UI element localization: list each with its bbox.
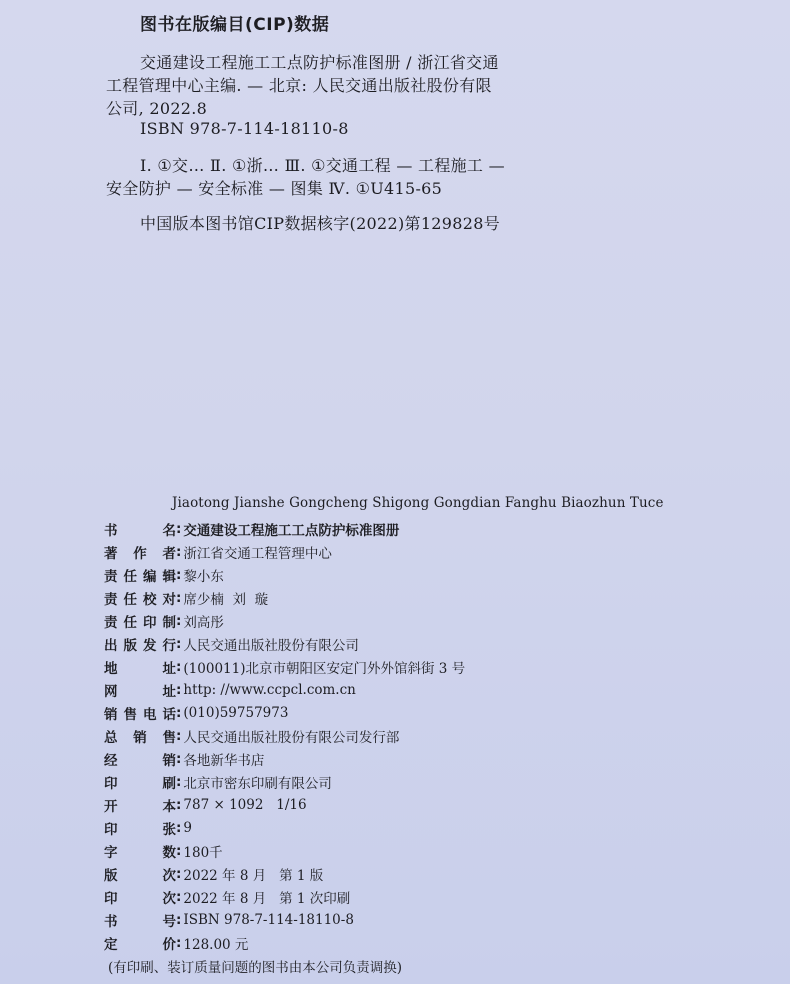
- imprint-row-publisher: 出版发行 : 人民交通出版社股份有限公司: [104, 635, 359, 654]
- imprint-row-sheets: 印张 : 9: [104, 819, 192, 838]
- pinyin-title: Jiaotong Jianshe Gongcheng Shigong Gongdian Fanghu Biaozhun Tuce: [172, 495, 664, 511]
- imprint-value: (010)59757973: [183, 704, 289, 721]
- imprint-row-impression: 印次 : 2022 年 8 月 第 1 次印刷: [104, 888, 351, 907]
- imprint-value: http: //www.ccpcl.com.cn: [183, 681, 356, 698]
- imprint-value: 9: [183, 819, 192, 836]
- imprint-value: 787 × 1092 1/16: [183, 796, 307, 813]
- cip-line-3: 公司, 2022.8: [106, 99, 208, 118]
- imprint-value: 北京市密东印刷有限公司: [183, 775, 332, 792]
- imprint-label: 责任印制: [104, 614, 176, 631]
- imprint-label: 印张: [104, 821, 176, 838]
- cip-isbn-line: ISBN 978-7-114-18110-8: [140, 119, 349, 138]
- cip-title: 图书在版编目(CIP)数据: [140, 15, 330, 35]
- imprint-note-row: [104, 954, 704, 977]
- imprint-row-edition: 版次 : 2022 年 8 月 第 1 版: [104, 865, 324, 884]
- imprint-label: 版次: [104, 867, 176, 884]
- imprint-label: 书名: [104, 522, 176, 539]
- imprint-value: 交通建设工程施工工点防护标准图册: [183, 522, 400, 539]
- imprint-value: 128.00 元: [183, 936, 249, 953]
- imprint-label: 出版发行: [104, 637, 176, 654]
- imprint-value: 2022 年 8 月 第 1 版: [183, 867, 324, 884]
- imprint-label: 字数: [104, 844, 176, 861]
- imprint-row-distributor: 经销 : 各地新华书店: [104, 750, 265, 769]
- imprint-label: 网址: [104, 683, 176, 700]
- imprint-row-isbn: 书号 : ISBN 978-7-114-18110-8: [104, 911, 354, 930]
- imprint-label: 责任校对: [104, 591, 176, 608]
- imprint-row-printing-supervisor: 责任印制 : 刘高彤: [104, 612, 224, 631]
- imprint-value: 黎小东: [183, 568, 224, 585]
- imprint-value: 浙江省交通工程管理中心: [183, 545, 332, 562]
- imprint-value: 席少楠 刘 璇: [183, 591, 269, 608]
- cip-line-1: 交通建设工程施工工点防护标准图册 / 浙江省交通: [140, 53, 499, 72]
- imprint-row-general-sales: 总销售 : 人民交通出版社股份有限公司发行部: [104, 727, 400, 746]
- imprint-row-proofreader: 责任校对 : 席少楠 刘 璇: [104, 589, 269, 608]
- imprint-row-sales-phone: 销售电话 : (010)59757973: [104, 704, 289, 723]
- imprint-table: [104, 517, 704, 977]
- imprint-row-address: 地址 : (100011)北京市朝阳区安定门外外馆斜街 3 号: [104, 658, 466, 677]
- imprint-value: 人民交通出版社股份有限公司发行部: [183, 729, 400, 746]
- imprint-row-format: 开本 : 787 × 1092 1/16: [104, 796, 307, 815]
- imprint-row-editor: 责任编辑 : 黎小东: [104, 566, 224, 585]
- cip-record-number: 中国版本图书馆CIP数据核字(2022)第129828号: [140, 214, 501, 233]
- imprint-label: 书号: [104, 913, 176, 930]
- imprint-label: 责任编辑: [104, 568, 176, 585]
- imprint-value: 2022 年 8 月 第 1 次印刷: [183, 890, 351, 907]
- imprint-row-price: 定价 : 128.00 元: [104, 934, 249, 953]
- imprint-label: 经销: [104, 752, 176, 769]
- imprint-label: 印刷: [104, 775, 176, 792]
- imprint-row-website: 网址 : http: //www.ccpcl.com.cn: [104, 681, 356, 700]
- imprint-value: 180千: [183, 844, 223, 861]
- imprint-value: 人民交通出版社股份有限公司: [183, 637, 359, 654]
- imprint-row-author: 著作者 : 浙江省交通工程管理中心: [104, 543, 332, 562]
- imprint-label: 地址: [104, 660, 176, 677]
- imprint-label: 销售电话: [104, 706, 176, 723]
- cip-line-2: 工程管理中心主编. — 北京: 人民交通出版社股份有限: [106, 76, 492, 95]
- cip-classification-line-1: Ⅰ. ①交… Ⅱ. ①浙… Ⅲ. ①交通工程 — 工程施工 —: [140, 156, 505, 175]
- imprint-row-word-count: 字数 : 180千: [104, 842, 223, 861]
- imprint-row-title: 书名 : 交通建设工程施工工点防护标准图册: [104, 520, 400, 539]
- imprint-row-printer: 印刷 : 北京市密东印刷有限公司: [104, 773, 332, 792]
- imprint-value: 各地新华书店: [183, 752, 265, 769]
- imprint-value: 刘高彤: [183, 614, 224, 631]
- imprint-label: 印次: [104, 890, 176, 907]
- imprint-label: 定价: [104, 936, 176, 953]
- imprint-label: 总销售: [104, 729, 176, 746]
- imprint-label: 著作者: [104, 545, 176, 562]
- quality-note: (有印刷、装订质量问题的图书由本公司负责调换): [108, 959, 403, 976]
- imprint-label: 开本: [104, 798, 176, 815]
- imprint-value: (100011)北京市朝阳区安定门外外馆斜街 3 号: [183, 660, 466, 677]
- imprint-value: ISBN 978-7-114-18110-8: [183, 911, 354, 928]
- cip-classification-line-2: 安全防护 — 安全标准 — 图集 Ⅳ. ①U415-65: [106, 179, 443, 198]
